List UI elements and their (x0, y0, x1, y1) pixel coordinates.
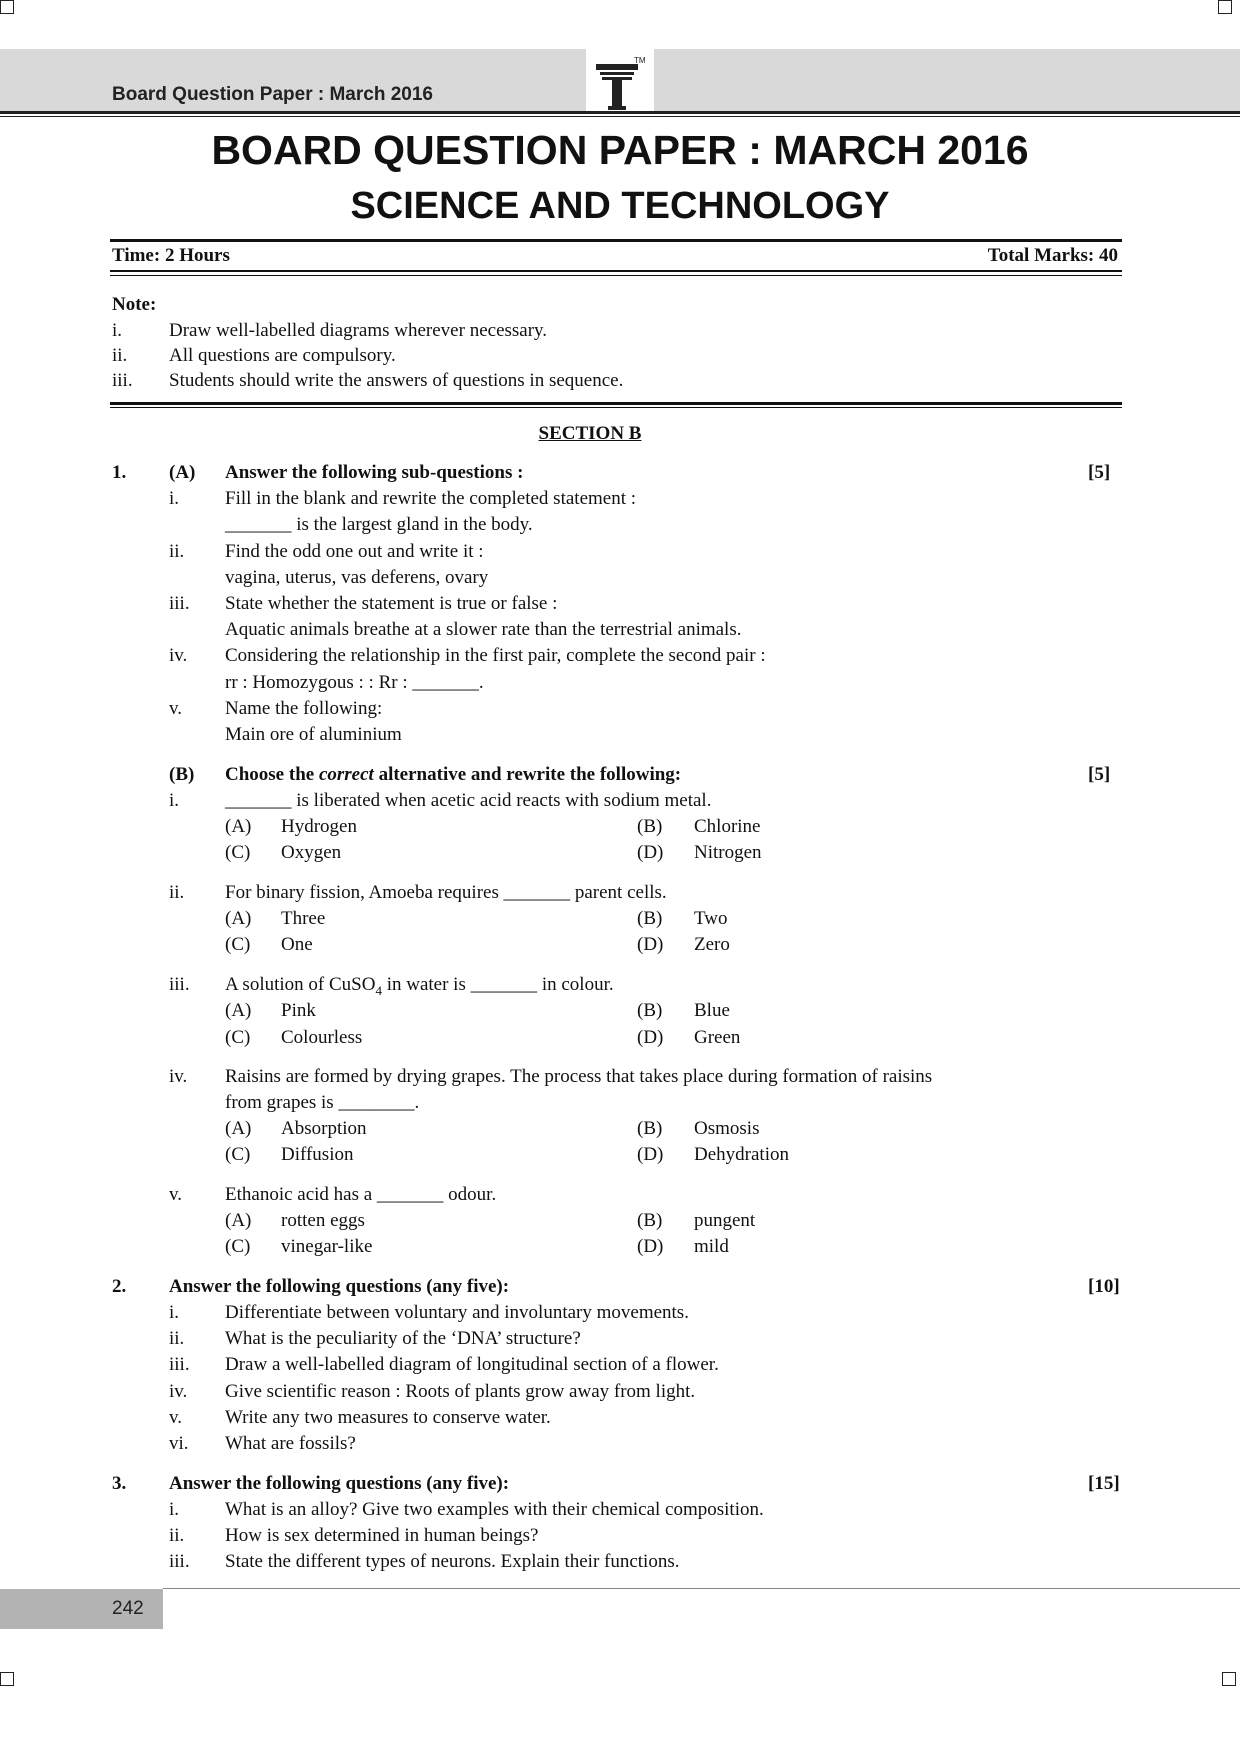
item-num: iv. (169, 1066, 188, 1087)
note-num: i. (112, 320, 123, 341)
option-label: (A) (225, 1000, 252, 1021)
page-number: 242 (112, 1598, 144, 1619)
note-text: Draw well-labelled diagrams wherever necessary. (169, 320, 548, 341)
note-num: ii. (112, 345, 128, 366)
option-text: Zero (694, 934, 730, 955)
item-num: vi. (169, 1433, 189, 1454)
trademark-label: TM (634, 56, 646, 65)
paper-subtitle: SCIENCE AND TECHNOLOGY (350, 185, 890, 227)
subpart-heading: Choose the correct alternative and rewrite the following: (225, 764, 682, 785)
running-title: Board Question Paper : March 2016 (112, 84, 433, 105)
item-num: i. (169, 1499, 180, 1520)
option-text: Three (281, 908, 326, 929)
option-text: Hydrogen (281, 816, 357, 837)
item-num: iii. (169, 974, 190, 995)
subpart-label: (A) (169, 462, 196, 483)
item-text: What are fossils? (225, 1433, 356, 1454)
item-num: iv. (169, 645, 188, 666)
option-text: Blue (694, 1000, 730, 1021)
option-label: (C) (225, 934, 251, 955)
question-text: from grapes is ________. (225, 1092, 420, 1113)
question-text: Raisins are formed by drying grapes. The process that takes place during formation of raisins (225, 1066, 933, 1087)
corner-mark (0, 1672, 14, 1686)
option-label: (D) (637, 1027, 664, 1048)
question-number: 3. (112, 1473, 127, 1494)
note-heading: Note: (112, 294, 157, 315)
option-text: One (281, 934, 313, 955)
option-text: Osmosis (694, 1118, 760, 1139)
item-text: Aquatic animals breathe at a slower rate than the terrestrial animals. (225, 619, 742, 640)
item-num: v. (169, 1407, 183, 1428)
divider (110, 407, 1122, 408)
question-heading: Answer the following questions (any five): (169, 1473, 510, 1494)
option-label: (C) (225, 1027, 251, 1048)
item-num: ii. (169, 882, 185, 903)
footer-rule (163, 1588, 1240, 1589)
item-num: i. (169, 488, 180, 509)
note-text: All questions are compulsory. (169, 345, 396, 366)
item-num: iv. (169, 1381, 188, 1402)
question-text: A solution of CuSO$_4$ in water is _______ in colour. (225, 974, 614, 998)
divider (110, 275, 1122, 276)
marks-label: [5] (1088, 462, 1111, 483)
option-label: (B) (637, 908, 663, 929)
item-num: ii. (169, 1328, 185, 1349)
option-label: (D) (637, 1144, 664, 1165)
option-text: Pink (281, 1000, 316, 1021)
subpart-heading: Answer the following sub-questions : (225, 462, 524, 483)
option-text: Dehydration (694, 1144, 789, 1165)
option-label: (A) (225, 1118, 252, 1139)
option-label: (B) (637, 1118, 663, 1139)
item-text: rr : Homozygous : : Rr : _______. (225, 672, 484, 693)
option-text: pungent (694, 1210, 756, 1231)
time-label: Time: 2 Hours (112, 245, 230, 266)
item-text: Give scientific reason : Roots of plants grow away from light. (225, 1381, 696, 1402)
item-text: Name the following: (225, 698, 383, 719)
divider (110, 270, 1122, 272)
option-label: (C) (225, 1236, 251, 1257)
item-text: State the different types of neurons. Explain their functions. (225, 1551, 680, 1572)
question-heading: Answer the following questions (any five): (169, 1276, 510, 1297)
t-logo-icon (594, 54, 654, 112)
subpart-label: (B) (169, 764, 195, 785)
option-label: (B) (637, 816, 663, 837)
section-heading: SECTION B (538, 423, 642, 444)
option-label: (A) (225, 1210, 252, 1231)
item-text: Main ore of aluminium (225, 724, 402, 745)
divider (110, 402, 1122, 405)
note-text: Students should write the answers of questions in sequence. (169, 370, 624, 391)
marks-label: [15] (1088, 1473, 1120, 1494)
item-num: v. (169, 1184, 183, 1205)
item-num: i. (169, 1302, 180, 1323)
marks-label: [5] (1088, 764, 1111, 785)
option-text: rotten eggs (281, 1210, 365, 1231)
option-label: (A) (225, 816, 252, 837)
corner-mark (1222, 1672, 1236, 1686)
option-label: (B) (637, 1000, 663, 1021)
question-text: Ethanoic acid has a _______ odour. (225, 1184, 497, 1205)
option-text: Absorption (281, 1118, 367, 1139)
question-number: 2. (112, 1276, 127, 1297)
item-text: State whether the statement is true or false : (225, 593, 558, 614)
paper-title: BOARD QUESTION PAPER : MARCH 2016 (211, 127, 1029, 173)
item-text: Find the odd one out and write it : (225, 541, 484, 562)
option-text: Diffusion (281, 1144, 354, 1165)
option-label: (A) (225, 908, 252, 929)
option-label: (B) (637, 1210, 663, 1231)
item-num: ii. (169, 1525, 185, 1546)
option-text: mild (694, 1236, 729, 1257)
item-num: iii. (169, 1551, 190, 1572)
question-text: _______ is liberated when acetic acid reacts with sodium metal. (225, 790, 712, 811)
corner-mark (0, 0, 14, 14)
option-label: (C) (225, 842, 251, 863)
option-text: Two (694, 908, 728, 929)
item-num: iii. (169, 1354, 190, 1375)
item-num: iii. (169, 593, 190, 614)
note-num: iii. (112, 370, 133, 391)
corner-mark (1218, 0, 1232, 14)
option-label: (C) (225, 1144, 251, 1165)
item-text: Write any two measures to conserve water. (225, 1407, 551, 1428)
option-label: (D) (637, 934, 664, 955)
option-text: Green (694, 1027, 741, 1048)
option-text: Nitrogen (694, 842, 762, 863)
option-label: (D) (637, 1236, 664, 1257)
item-text: vagina, uterus, vas deferens, ovary (225, 567, 489, 588)
item-text: Considering the relationship in the first pair, complete the second pair : (225, 645, 766, 666)
header-rule (0, 116, 1240, 117)
header-rule (0, 111, 1240, 114)
item-text: _______ is the largest gland in the body. (225, 514, 533, 535)
item-text: Differentiate between voluntary and involuntary movements. (225, 1302, 689, 1323)
divider (110, 239, 1122, 242)
item-num: v. (169, 698, 183, 719)
item-text: What is the peculiarity of the ‘DNA’ structure? (225, 1328, 581, 1349)
item-text: Fill in the blank and rewrite the completed statement : (225, 488, 637, 509)
item-text: How is sex determined in human beings? (225, 1525, 539, 1546)
question-text: For binary fission, Amoeba requires _______ parent cells. (225, 882, 667, 903)
item-text: What is an alloy? Give two examples with their chemical composition. (225, 1499, 764, 1520)
option-label: (D) (637, 842, 664, 863)
item-num: ii. (169, 541, 185, 562)
item-num: i. (169, 790, 180, 811)
option-text: vinegar-like (281, 1236, 373, 1257)
question-number: 1. (112, 462, 127, 483)
option-text: Oxygen (281, 842, 342, 863)
marks-label: [10] (1088, 1276, 1120, 1297)
option-text: Chlorine (694, 816, 761, 837)
option-text: Colourless (281, 1027, 363, 1048)
total-marks-label: Total Marks: 40 (987, 245, 1118, 266)
item-text: Draw a well-labelled diagram of longitudinal section of a flower. (225, 1354, 719, 1375)
